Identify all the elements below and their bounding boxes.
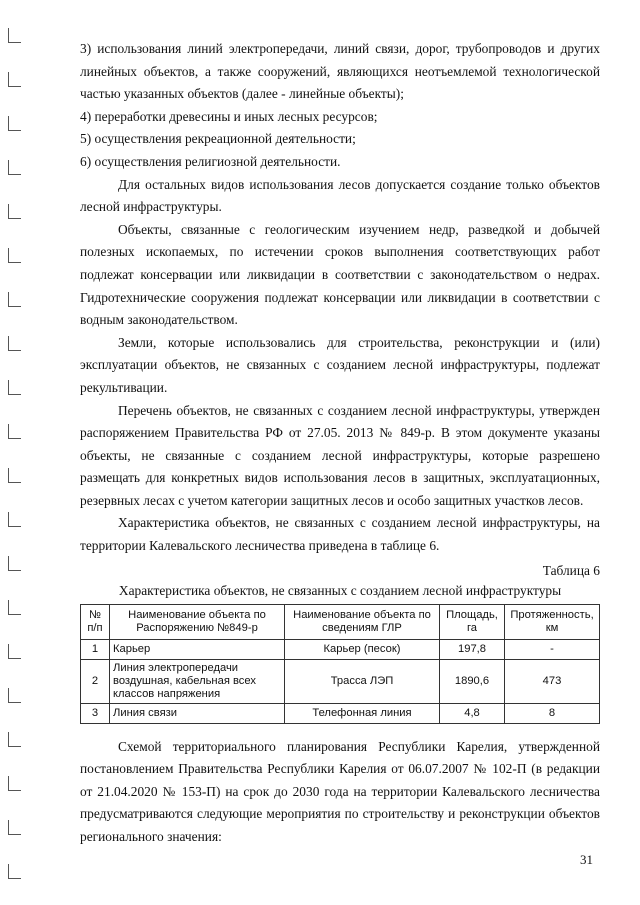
binder-mark xyxy=(8,28,21,43)
cell-length: 8 xyxy=(505,703,600,723)
binder-mark xyxy=(8,160,21,175)
binder-mark xyxy=(8,72,21,87)
binder-mark xyxy=(8,688,21,703)
cell-length: 473 xyxy=(505,659,600,703)
cell-number: 2 xyxy=(81,659,110,703)
paragraph-territorial-planning: Схемой территориального планирования Республики Карелия, утвержденной постановлением Правительства Республики Карелия от 06.07.2007 № 102-П (в редакции от 21.04.2020 № 153-П) на срок до 2030 года на территории Калевальского лесничества предусматриваются следующие мероприятия по строительству и реконструкции объектов регионального значения: xyxy=(80,738,600,845)
cell-area: 197,8 xyxy=(440,639,505,659)
binder-mark xyxy=(8,732,21,747)
binder-mark xyxy=(8,820,21,835)
binder-mark xyxy=(8,600,21,615)
paragraph-table-intro: Характеристика объектов, не связанных с созданием лесной инфраструктуры, на территории Калевальского лесничества приведена в таблице 6. xyxy=(80,515,600,554)
binder-mark xyxy=(8,336,21,351)
binder-mark xyxy=(8,380,21,395)
paragraph-object-list: Перечень объектов, не связанных с созданием лесной инфраструктуры, утвержден распоряжением Правительства РФ от 27.05. 2013 № 849-р. В этом документе указаны объекты, не связанные с созданием лесной инфраструктуры, которые разрешено размещать для конкретных видов использования лесов в защитных, эксплуатационных, резервных лесах с учетом категории защитных лесов и особо защитных участков лесов. xyxy=(80,402,600,508)
table-row xyxy=(81,703,600,723)
cell-object-name-glr: Трасса ЛЭП xyxy=(285,659,440,703)
list-item-linear-objects: 3) использования линий электропередачи, линий связи, дорог, трубопроводов и других линейных объектов, а также сооружений, являющихся неотъемлемой технологической частью указанных объектов (далее - линейные объекты); xyxy=(80,41,600,102)
cell-area: 1890,6 xyxy=(440,659,505,703)
table-header-row xyxy=(81,604,600,639)
header-number: № п/п xyxy=(81,604,110,639)
binder-mark xyxy=(8,776,21,791)
cell-object-name-849: Карьер xyxy=(110,639,285,659)
paragraph-geology: Объекты, связанные с геологическим изучением недр, разведкой и добычей полезных ископаемых, по истечении сроков выполнения соответствующих работ подлежат консервации или ликвидации в соответствии с законодательством о недрах. Гидротехнические сооружения подлежат консервации или ликвидации в соответствии с водным законодательством. xyxy=(80,221,600,328)
list-item-recreation: 5) осуществления рекреационной деятельности; xyxy=(80,131,356,147)
page-number: 31 xyxy=(580,852,593,867)
cell-object-name-glr: Карьер (песок) xyxy=(285,639,440,659)
binder-margin-marks xyxy=(8,28,22,878)
binder-mark xyxy=(8,292,21,307)
header-length: Протяженность, км xyxy=(505,604,600,639)
list-item-wood-processing: 4) переработки древесины и иных лесных ресурсов; xyxy=(80,108,378,124)
cell-number: 3 xyxy=(81,703,110,723)
list-item-religious: 6) осуществления религиозной деятельности. xyxy=(80,153,341,169)
cell-number: 1 xyxy=(81,639,110,659)
cell-length: - xyxy=(505,639,600,659)
table-row xyxy=(81,639,600,659)
paragraph-reclamation: Земли, которые использовались для строительства, реконструкции и (или) эксплуатации объектов, не связанных с созданием лесной инфраструктуры, подлежат рекультивации. xyxy=(80,334,600,395)
binder-mark xyxy=(8,512,21,527)
header-area: Площадь, га xyxy=(440,604,505,639)
cell-object-name-849: Линия электропередачи воздушная, кабельная всех классов напряжения xyxy=(110,659,285,703)
cell-area: 4,8 xyxy=(440,703,505,723)
paragraph-other-uses: Для остальных видов использования лесов допускается создание только объектов лесной инфраструктуры. xyxy=(80,176,600,215)
cell-object-name-glr: Телефонная линия xyxy=(285,703,440,723)
header-object-name-849: Наименование объекта по Распоряжению №849-р xyxy=(110,604,285,639)
binder-mark xyxy=(8,204,21,219)
objects-table xyxy=(80,604,600,724)
binder-mark xyxy=(8,468,21,483)
table-title: Характеристика объектов, не связанных с созданием лесной инфраструктуры xyxy=(118,582,562,598)
table-label: Таблица 6 xyxy=(542,562,600,578)
binder-mark xyxy=(8,116,21,131)
cell-object-name-849: Линия связи xyxy=(110,703,285,723)
table-row xyxy=(81,659,600,703)
binder-mark xyxy=(8,864,21,879)
document-page xyxy=(80,38,600,849)
binder-mark xyxy=(8,424,21,439)
binder-mark xyxy=(8,556,21,571)
binder-mark xyxy=(8,248,21,263)
header-object-name-glr: Наименование объекта по сведениям ГЛР xyxy=(285,604,440,639)
binder-mark xyxy=(8,644,21,659)
